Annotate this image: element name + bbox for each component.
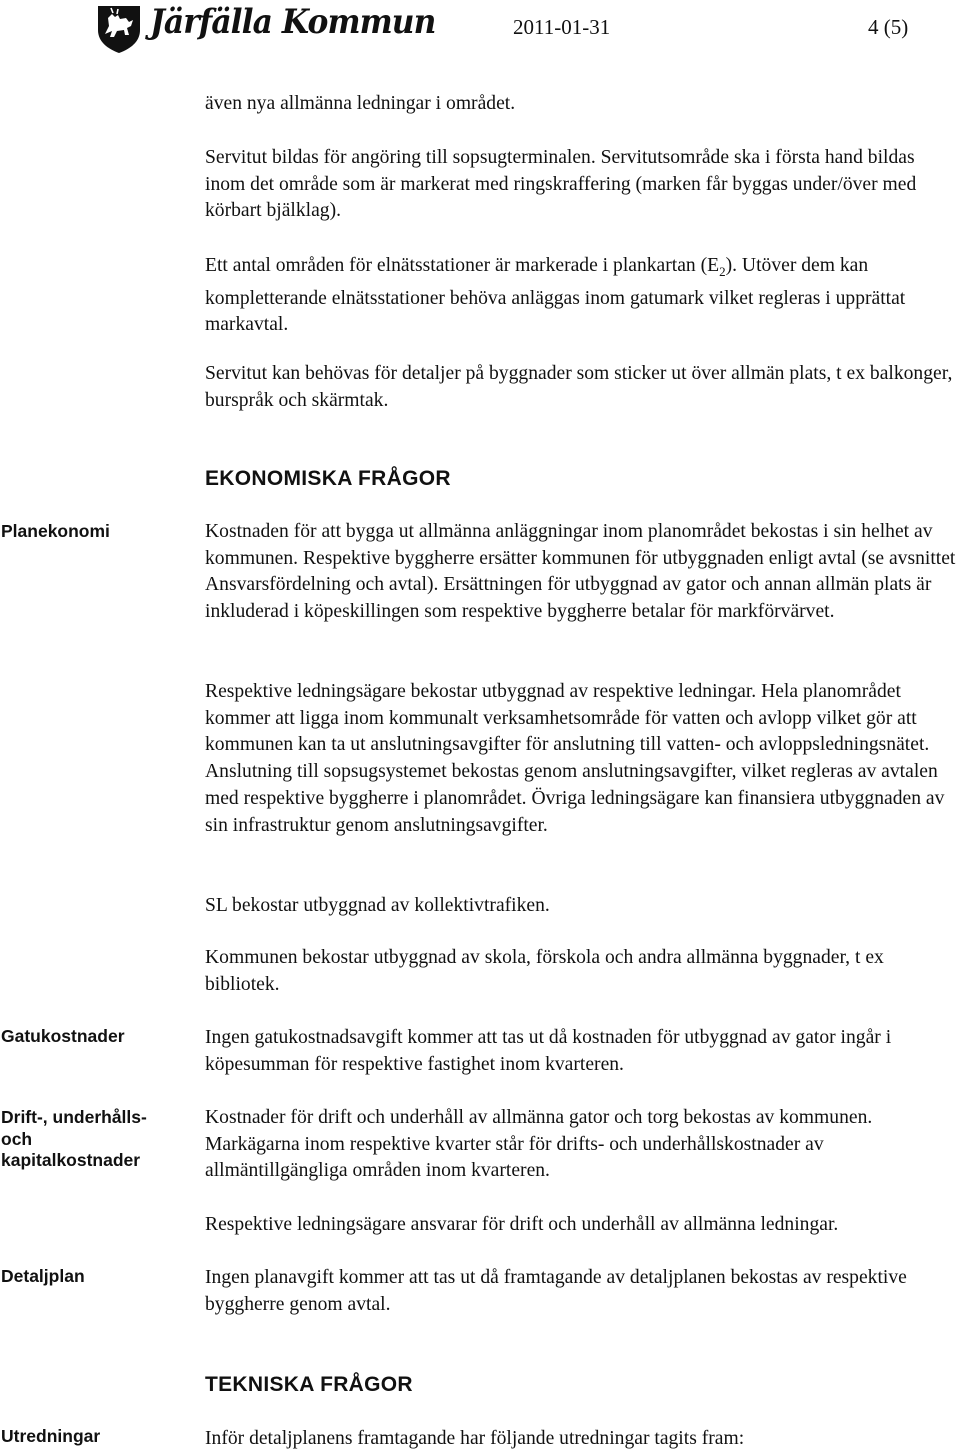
section-heading: EKONOMISKA FRÅGOR [205, 467, 451, 490]
paragraph: Respektive ledningsägare ansvarar för drift och underhåll av allmänna ledningar. [205, 1214, 839, 1235]
page-number: 4 (5) [868, 15, 909, 39]
margin-heading: Utredningar [1, 1426, 101, 1446]
document-date: 2011-01-31 [513, 15, 611, 39]
margin-heading: Detaljplan [1, 1266, 85, 1286]
section-heading: TEKNISKA FRÅGOR [205, 1373, 413, 1396]
paragraph: Inför detaljplanens framtagande har följande utredningar tagits fram: [205, 1428, 745, 1449]
paragraph-text: ). Utöver dem kan kompletterande elnätsstationer behöva anläggas inom gatumark vilket regleras i upprättat markavtal. [205, 255, 906, 336]
paragraph-text: E [707, 255, 720, 276]
paragraph: även nya allmänna ledningar i området. [205, 93, 516, 114]
subscript: 2 [719, 263, 726, 279]
paragraph: Servitut bildas för angöring till sopsugterminalen. Servitutsområde ska i första hand bildas inom det område som är markerat med ringskraffering (marken får byggas under/över med körbart bjälklag). [205, 147, 917, 222]
paragraph: SL bekostar utbyggnad av kollektivtrafiken. [205, 895, 550, 916]
margin-heading: Drift-, underhålls- och kapitalkostnader [1, 1107, 147, 1170]
paragraph: Ingen gatukostnadsavgift kommer att tas ut då kostnaden för utbyggnad av gator ingår i köpesumman för respektive fastighet inom kvarteren. [205, 1027, 892, 1075]
paragraph: Kostnaden för att bygga ut allmänna anläggningar inom planområdet bekostas i sin helhet av kommunen. Respektive byggherre ersätter kommunen för utbyggnaden enligt avtal (se avsnittet Ansvarsfördelning och avtal). Ersättningen för utbyggnad av gator och annan allmän plats är inkluderad i köpeskillingen som respektive byggherre betalar för markförvärvet. [205, 521, 956, 623]
paragraph-text: Ett antal områden för elnätsstationer är markerade i plankartan ( [205, 255, 708, 276]
paragraph: Kostnader för drift och underhåll av allmänna gator och torg bekostas av kommunen. Markägarna inom respektive kvarter står för drifts- och underhållskostnader av allmäntillgängliga områden inom kvarteren. [205, 1107, 873, 1182]
paragraph: Kommunen bekostar utbyggnad av skola, förskola och andra allmänna byggnader, t ex bibliotek. [205, 947, 884, 995]
paragraph: Ingen planavgift kommer att tas ut då framtagande av detaljplanen bekostas av respektive byggherre genom avtal. [205, 1267, 907, 1315]
municipality-logo-text: Järfälla Kommun [150, 2, 436, 42]
margin-heading: Planekonomi [1, 521, 110, 541]
paragraph: Respektive ledningsägare bekostar utbyggnad av respektive ledningar. Hela planområdet kommer att ligga inom kommunalt verksamhetsområde för vatten och avlopp vilket gör att kommunen kan ta ut anslutningsavgifter för anslutning till vatten- och avloppsledningsnätet. Anslutning till sopsugsystemet bekostas genom anslutningsavgifter, vilket regleras av avtalen med respektive byggherre i planområdet. Övriga ledningsägare kan finansiera utbyggnaden av sin infrastruktur genom anslutningsavgifter. [205, 681, 945, 836]
municipal-crest-icon [96, 4, 142, 54]
margin-heading: Gatukostnader [1, 1026, 125, 1046]
paragraph: Servitut kan behövas för detaljer på byggnader som sticker ut över allmän plats, t ex balkonger, burspråk och skärmtak. [205, 363, 953, 411]
paragraph [205, 253, 957, 339]
